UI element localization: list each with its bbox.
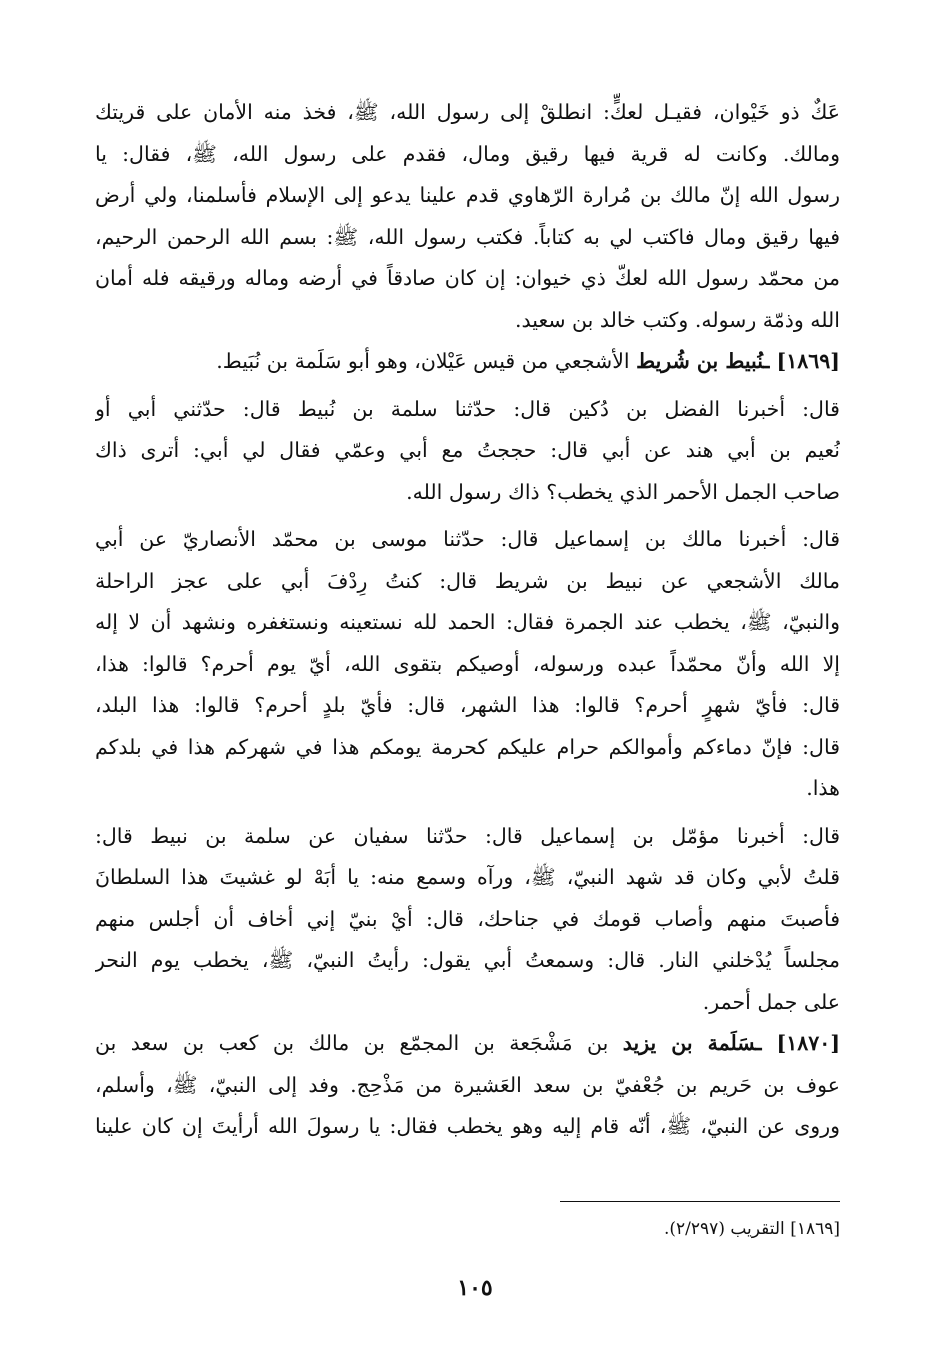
- footnote: [١٨٦٩] التقريب (٢/٢٩٧).: [664, 1219, 840, 1239]
- text-line: رسول الله إنّ مالك بن مُرارة الرّهاوي قدم علينا يدعو إلى الإسلام فأسلمنا، ولي أرض: [95, 183, 840, 207]
- paragraph-hadith-1: [95, 389, 840, 514]
- footnote-divider: [560, 1201, 840, 1202]
- main-text: [95, 92, 840, 1148]
- text-line: قال: فأيّ شهرٍ أحرم؟ قالوا: هذا الشهر، قال: فأيّ بلدٍ أحرم؟ قالوا: هذا البلد،: [95, 693, 840, 717]
- text-line: فأصبتَ منهم وأصاب قومك في جناحك، قال: أيْ بنيّ إني أخاف أن أجلس منهم: [95, 906, 840, 931]
- entry-description: الأشجعي من قيس عَيْلان، وهو أبو سَلَمة بن نُبَيط.: [216, 349, 637, 373]
- text-line: قلتُ لأبي وكان قد شهد النبيّ، ﷺ، ورآه وسمع منه: يا أبَهْ لو غشيتَ هذا السلطانَ: [95, 865, 840, 889]
- text-line: مالك الأشجعي عن نبيط بن شريط قال: كنتُ رِدْفَ أبي على عجز الراحلة: [95, 568, 840, 593]
- text-line: وروى عن النبيّ، ﷺ، أنّه قام إليه وهو يخطب فقال: يا رسولَ الله أرأيتَ إن كان علينا: [95, 1114, 840, 1138]
- text-line: الله وذمّة رسوله. وكتب خالد بن سعيد.: [515, 307, 840, 332]
- paragraph-letter: [95, 92, 840, 341]
- text-line: هذا.: [806, 776, 840, 800]
- entry-1869-heading: [95, 341, 840, 383]
- text-line: نُعيم بن أبي هند عن أبي قال: حججتُ مع أبي وعمّي فقال لي أبي: أترى ذاك: [95, 438, 840, 462]
- text-line: ومالك. وكانت له قرية فيها رقيق ومال، فقدم على رسول الله، ﷺ، فقال: يا: [95, 141, 840, 166]
- entry-name: نُبيط بن شُريط: [636, 349, 764, 373]
- text-line: عوف بن حَريم بن جُعْفيّ بن سعد العَشيرة من مَذْحِج. وفد إلى النبيّ، ﷺ، وأسلم،: [95, 1072, 840, 1097]
- text-line: عَكٌ ذو خَيْوان، فقيـل لعكٍّ: انطلقْ إلى رسول الله، ﷺ، فخذ منه الأمان على قريتك: [95, 100, 840, 124]
- text-line: قال: فإنّ دماءكم وأموالكم حرام عليكم كحرمة يومكم هذا في شهركم هذا في بلدكم: [95, 734, 840, 759]
- text-line: صاحب الجمل الأحمر الذي يخطب؟ ذاك رسول الله.: [406, 479, 840, 504]
- text-line: قال: أخبرنا مالك بن إسماعيل قال: حدّثنا موسى بن محمّد الأنصاريّ عن أبي: [95, 527, 840, 551]
- text-line: قال: أخبرنا مؤمّل بن إسماعيل قال: حدّثنا سفيان عن سلمة بن نبيط قال:: [95, 823, 840, 848]
- entry-heading-line: [95, 1023, 840, 1065]
- entry-1870-heading: [95, 1023, 840, 1065]
- paragraph-hadith-2: [95, 519, 840, 810]
- entry-heading-line: [95, 341, 840, 383]
- text-line: فيها رقيق ومال فاكتب لي به كتاباً. فكتب رسول الله، ﷺ: بسم الله الرحمن الرحيم،: [95, 224, 840, 249]
- paragraph-hadith-3: [95, 816, 840, 1024]
- page-number: ١٠٥: [457, 1275, 493, 1301]
- entry-description: بن مَشْجَعة بن المجمّع بن مالك بن كعب بن سعد بن: [95, 1031, 623, 1055]
- entry-number: [١٨٦٩] ـ: [763, 349, 840, 373]
- entry-number: [١٨٧٠] ـ: [755, 1031, 840, 1055]
- paragraph-entry-1870: [95, 1065, 840, 1148]
- text-line: من محمّد رسول الله لعكّ ذي خيوان: إن كان صادقاً في أرضه وماله ورقيقه فله أمان: [95, 266, 840, 290]
- entry-name: سَلَمة بن يزيد: [622, 1031, 756, 1055]
- text-line: قال: أخبرنا الفضل بن دُكين قال: حدّثنا سلمة بن نُبيط قال: حدّثني أبي أو: [95, 396, 840, 421]
- text-line: مجلساً يُدْخلني النار. قال: وسمعتُ أبي يقول: رأيتُ النبيّ، ﷺ، يخطب يوم النحر: [95, 948, 840, 972]
- text-line: على جمل أحمر.: [702, 989, 840, 1014]
- text-line: والنبيّ، ﷺ، يخطب عند الجمرة فقال: الحمد لله نستعينه ونستغفره ونشهد أن لا إله: [95, 610, 840, 634]
- text-line: إلا الله وأنّ محمّداً عبده ورسوله، أوصيكم بتقوى الله، أيّ يوم أحرم؟ قالوا: هذا،: [95, 651, 840, 676]
